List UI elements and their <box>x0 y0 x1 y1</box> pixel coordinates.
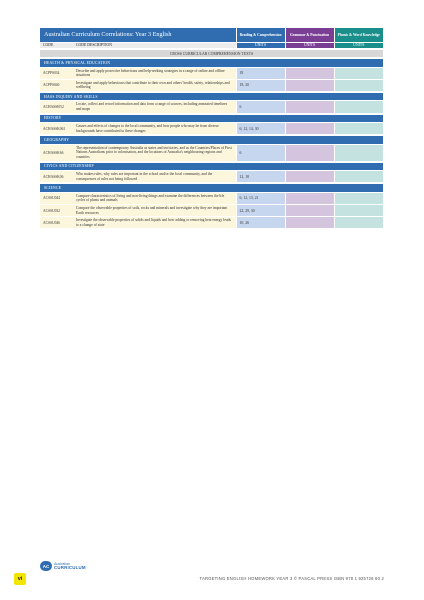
units-grammar <box>285 192 334 204</box>
table-row <box>40 192 383 204</box>
units-reading: 6, 12, 13, 21 <box>236 192 285 204</box>
page-number: vi <box>14 573 26 585</box>
curriculum-code: ACSSU032 <box>40 204 73 216</box>
section-heading: SCIENCE <box>40 183 383 192</box>
units-reading: 18, 20 <box>236 79 285 92</box>
units-phonic <box>334 192 383 204</box>
cross-curricular-row <box>40 49 383 58</box>
code-description: Investigate and apply behaviours that contribute to their own and others' health, safety, relationships and wellbeing <box>73 79 236 92</box>
correlations-table <box>40 28 383 228</box>
header-reading-comprehension: Reading & Comprehension <box>236 28 285 42</box>
curriculum-code: ACHASSK06 <box>40 171 73 184</box>
units-header-phonic: UNITS <box>334 42 383 49</box>
logo-line-2: CURRICULUM <box>54 565 86 570</box>
code-description: Causes and effects of changes to the local community, and how people who may be from diverse backgrounds have contributed to these changes <box>73 123 236 136</box>
section-heading-row <box>40 183 383 192</box>
units-grammar <box>285 79 334 92</box>
table-row <box>40 101 383 114</box>
units-phonic <box>334 144 383 161</box>
table-row <box>40 217 383 229</box>
units-reading: 10, 26 <box>236 217 285 229</box>
units-reading: 22, 29, 30 <box>236 204 285 216</box>
table-body <box>40 49 383 228</box>
section-heading-row <box>40 114 383 123</box>
table-subheader-row <box>40 42 383 49</box>
units-reading: 6, 12, 14, 30 <box>236 123 285 136</box>
units-reading: 12, 18 <box>236 171 285 184</box>
code-description: Compare the observable properties of soils, rocks and minerals and investigate why they are important Earth resources <box>73 204 236 216</box>
units-phonic <box>334 204 383 216</box>
table-row <box>40 79 383 92</box>
units-grammar <box>285 144 334 161</box>
section-heading: GEOGRAPHY <box>40 135 383 144</box>
header-grammar-punctuation: Grammar & Punctuation <box>285 28 334 42</box>
curriculum-code: ACHASSK061 <box>40 123 73 136</box>
code-description: The representation of contemporary Australia as states and territories, and as the Countries/Places of First Nations Australians prior to colonisation, and the locations of Australia's neighbouring regions and countries <box>73 144 236 161</box>
logo-line-1: Australian <box>54 562 70 566</box>
units-phonic <box>334 217 383 229</box>
curriculum-code: ACHASSI052 <box>40 101 73 114</box>
code-column-header: CODE <box>40 42 73 49</box>
units-phonic <box>334 101 383 114</box>
section-heading: HASS INQUIRY AND SKILLS <box>40 92 383 101</box>
units-grammar <box>285 67 334 79</box>
table-title-row <box>40 28 383 42</box>
section-heading-row <box>40 135 383 144</box>
section-heading: CIVICS AND CITIZENSHIP <box>40 162 383 171</box>
table-row <box>40 171 383 184</box>
code-description: Compare characteristics of living and non-living things and examine the differences between the life cycles of plants and animals <box>73 192 236 204</box>
cross-curricular-heading: CROSS CURRICULAR COMPREHENSION TEXTS <box>40 49 383 58</box>
table-row <box>40 144 383 161</box>
curriculum-code: ACPPS040 <box>40 79 73 92</box>
curriculum-code: ACSSU044 <box>40 192 73 204</box>
units-reading: 18 <box>236 67 285 79</box>
units-grammar <box>285 123 334 136</box>
table-row <box>40 204 383 216</box>
units-grammar <box>285 204 334 216</box>
ac-logo-icon: AC <box>40 561 52 571</box>
footer-text: TARGETING ENGLISH HOMEWORK YEAR 3 © PASCAL PRESS ISBN 978 1 925726 60 2 <box>199 576 384 581</box>
units-reading: 6 <box>236 101 285 114</box>
section-heading: HEALTH & PHYSICAL EDUCATION <box>40 58 383 67</box>
units-grammar <box>285 171 334 184</box>
section-heading-row <box>40 58 383 67</box>
code-description: Locate, collect and record information and data from a range of sources, including annotated timelines and maps <box>73 101 236 114</box>
curriculum-code: ACHASSK66 <box>40 144 73 161</box>
logo-text <box>54 562 86 570</box>
table-row <box>40 67 383 79</box>
units-header-reading: UNITS <box>236 42 285 49</box>
code-description: Who makes rules, why rules are important in the school and/or the local community, and the consequences of rules not being followed <box>73 171 236 184</box>
table-row <box>40 123 383 136</box>
section-heading: HISTORY <box>40 114 383 123</box>
section-heading-row <box>40 162 383 171</box>
units-phonic <box>334 79 383 92</box>
units-grammar <box>285 217 334 229</box>
curriculum-code: ACSSU046 <box>40 217 73 229</box>
units-grammar <box>285 101 334 114</box>
curriculum-code: ACPPS034 <box>40 67 73 79</box>
table-title: Australian Curriculum Correlations: Year 3 English <box>40 28 236 42</box>
units-reading: 6 <box>236 144 285 161</box>
units-phonic <box>334 67 383 79</box>
code-description: Describe and apply protective behaviours and help-seeking strategies in a range of online and offline situations <box>73 67 236 79</box>
code-description: Investigate the observable properties of solids and liquids and how adding or removing heat energy leads to a change of state <box>73 217 236 229</box>
australian-curriculum-logo <box>40 560 86 572</box>
header-phonic-word-knowledge: Phonic & Word Knowledge <box>334 28 383 42</box>
units-header-grammar: UNITS <box>285 42 334 49</box>
units-phonic <box>334 171 383 184</box>
section-heading-row <box>40 92 383 101</box>
units-phonic <box>334 123 383 136</box>
description-column-header: CODE DESCRIPTION <box>73 42 236 49</box>
